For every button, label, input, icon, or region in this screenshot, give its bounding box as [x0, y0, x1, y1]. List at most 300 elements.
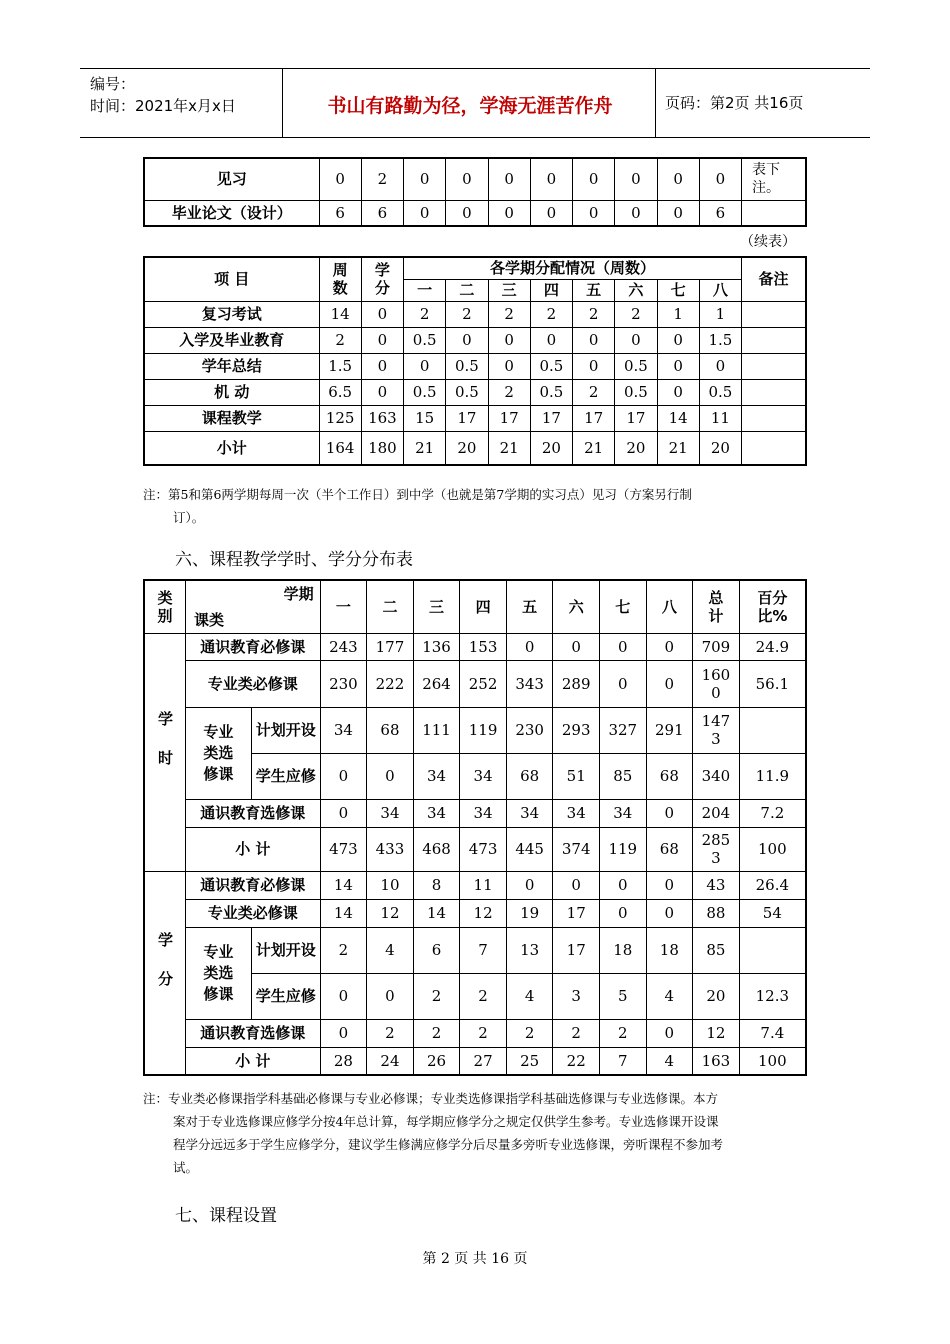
cell: 0: [488, 158, 530, 200]
cell: 0: [657, 327, 699, 353]
cell: 0: [646, 871, 693, 899]
remark-cell: [742, 405, 806, 431]
cell: 17: [573, 405, 615, 431]
cell: 2: [367, 1019, 414, 1047]
cell: 0: [446, 327, 488, 353]
cell: 14: [320, 899, 367, 927]
term-header: 六: [553, 580, 600, 633]
term-header: 三: [488, 279, 530, 301]
cell: 85: [693, 927, 740, 973]
remark-cell: [742, 431, 806, 465]
cell: 12: [693, 1019, 740, 1047]
table-row: [144, 200, 806, 226]
cell: 22: [553, 1047, 600, 1075]
row-label: 小计: [144, 431, 319, 465]
cell: 0: [506, 871, 553, 899]
cell: 26: [413, 1047, 460, 1075]
cell: 17: [553, 899, 600, 927]
cell: 5: [599, 973, 646, 1019]
term-header: 三: [413, 580, 460, 633]
term-header: 八: [699, 279, 741, 301]
cell: 0: [599, 660, 646, 707]
cell: 0: [488, 327, 530, 353]
cell: 13: [506, 927, 553, 973]
cell: 0.5: [615, 379, 657, 405]
cell: 180: [361, 431, 403, 465]
note-week-table: [143, 483, 813, 529]
cell: 343: [506, 660, 553, 707]
row-label: 学生应修: [251, 973, 320, 1019]
cell: 230: [320, 660, 367, 707]
term-header: 七: [657, 279, 699, 301]
cell: 100: [739, 827, 806, 871]
page-footer: 第 2 页 共 16 页: [422, 1251, 528, 1267]
cell: 0.5: [530, 353, 572, 379]
number-label: 编号：: [90, 75, 136, 93]
diagonal-header: [186, 580, 321, 633]
cell: 1600: [693, 660, 740, 707]
term-header: 五: [506, 580, 553, 633]
cell: 56.1: [739, 660, 806, 707]
table-row: [144, 633, 806, 660]
cell: 0: [404, 158, 446, 200]
cell: 14: [657, 405, 699, 431]
row-label: 学生应修: [251, 753, 320, 799]
cell: 374: [553, 827, 600, 871]
row-label: 通识教育必修课: [186, 871, 321, 899]
cell: 51: [553, 753, 600, 799]
cell: 1: [699, 301, 741, 327]
cell: 468: [413, 827, 460, 871]
term-label: 学期: [283, 585, 314, 603]
cell: 0: [599, 633, 646, 660]
cell: 34: [413, 799, 460, 827]
cell: 204: [693, 799, 740, 827]
cell: 24.9: [739, 633, 806, 660]
table-row: [144, 707, 806, 753]
cell: 27: [460, 1047, 507, 1075]
cell: 68: [646, 827, 693, 871]
cell: 0: [488, 353, 530, 379]
cell: 445: [506, 827, 553, 871]
cell: 7: [599, 1047, 646, 1075]
cell: 19: [506, 899, 553, 927]
note-hours-table: [143, 1087, 813, 1179]
col-header-remark: 备注: [742, 257, 806, 301]
row-label: 入学及毕业教育: [144, 327, 319, 353]
cell: 21: [488, 431, 530, 465]
cell: 0: [646, 1019, 693, 1047]
cell: 12: [460, 899, 507, 927]
term-header: 六: [615, 279, 657, 301]
cell: 0: [573, 327, 615, 353]
cell: 34: [413, 753, 460, 799]
cell: 3: [553, 973, 600, 1019]
row-label: 复习考试: [144, 301, 319, 327]
cell: 119: [460, 707, 507, 753]
header-left: [90, 73, 280, 117]
cell: 119: [599, 827, 646, 871]
cell: 17: [488, 405, 530, 431]
course-type-label: 课类: [194, 610, 225, 629]
note1-line1: 注：第5和第6两学期每周一次（半个工作日）到中学（也就是第7学期的实习点）见习（方案另行制: [143, 487, 692, 502]
page-header: [80, 68, 870, 138]
cell: 2: [506, 1019, 553, 1047]
remark-cell: 表下注。: [742, 158, 806, 200]
group-label-text: 学时: [156, 711, 174, 789]
table-row: [144, 158, 806, 200]
cell: 0: [553, 633, 600, 660]
cell: 0.5: [615, 353, 657, 379]
row-label: 通识教育选修课: [186, 799, 321, 827]
cell: 6: [699, 200, 741, 226]
cell: 340: [693, 753, 740, 799]
cell: 2: [319, 327, 361, 353]
cell: 7: [460, 927, 507, 973]
cell: [739, 927, 806, 973]
cell: 153: [460, 633, 507, 660]
motto: 书山有路勤为径，学海无涯苦作舟: [327, 95, 613, 117]
cell: 2: [488, 379, 530, 405]
cell: 4: [367, 927, 414, 973]
table-row: [144, 871, 806, 899]
cell: 0: [615, 200, 657, 226]
cell: 68: [506, 753, 553, 799]
cell: 34: [599, 799, 646, 827]
group-label-text: 学分: [156, 931, 174, 1010]
cell: 1.5: [699, 327, 741, 353]
cell: 327: [599, 707, 646, 753]
remark-cell: [742, 327, 806, 353]
cell: 0: [599, 871, 646, 899]
cell: 1.5: [319, 353, 361, 379]
col-header-category: [144, 580, 186, 633]
cell: 0: [404, 353, 446, 379]
cell: 24: [367, 1047, 414, 1075]
cell: 2: [599, 1019, 646, 1047]
col-header-total: 总计: [693, 580, 740, 633]
cell: 0: [646, 899, 693, 927]
cell: 289: [553, 660, 600, 707]
table-row: [144, 899, 806, 927]
cell: 2: [615, 301, 657, 327]
cell: 222: [367, 660, 414, 707]
cell: 0.5: [530, 379, 572, 405]
cell: 6: [319, 200, 361, 226]
cell: 1473: [693, 707, 740, 753]
cell: 12: [367, 899, 414, 927]
row-label: 计划开设: [251, 707, 320, 753]
cell: 17: [530, 405, 572, 431]
col-header-percent: 百分比%: [739, 580, 806, 633]
cell: 0.5: [404, 327, 446, 353]
cell: 291: [646, 707, 693, 753]
cell: 88: [693, 899, 740, 927]
term-header: 一: [404, 279, 446, 301]
cell: 2853: [693, 827, 740, 871]
cell: 0: [699, 353, 741, 379]
cell: 0.5: [404, 379, 446, 405]
cell: 34: [320, 707, 367, 753]
cell: 18: [599, 927, 646, 973]
col-header-weeks: 周数: [319, 257, 361, 301]
cell: 6: [361, 200, 403, 226]
cell: 0: [506, 633, 553, 660]
row-label: 机 动: [144, 379, 319, 405]
row-label: 专业类必修课: [186, 899, 321, 927]
cell: 1: [657, 301, 699, 327]
week-distribution-table: [143, 256, 807, 466]
cell: 20: [615, 431, 657, 465]
cell: 0: [657, 158, 699, 200]
cell: 111: [413, 707, 460, 753]
cell: 6: [413, 927, 460, 973]
cell: 0: [361, 379, 403, 405]
cell: 0: [320, 799, 367, 827]
category-label: 类别: [157, 588, 173, 625]
cell: 0: [646, 633, 693, 660]
cell: 0: [367, 973, 414, 1019]
cell: 0: [488, 200, 530, 226]
cell: 0: [646, 660, 693, 707]
table-row: [144, 827, 806, 871]
cell: 0: [646, 799, 693, 827]
cell: 230: [506, 707, 553, 753]
cell: 0: [446, 158, 488, 200]
cell: 264: [413, 660, 460, 707]
cell: 34: [506, 799, 553, 827]
cell: 0: [320, 1019, 367, 1047]
cell: 0.5: [446, 353, 488, 379]
group-label: [144, 871, 186, 1075]
cell: 34: [460, 753, 507, 799]
cell: 0: [573, 200, 615, 226]
cell: 28: [320, 1047, 367, 1075]
cell: 21: [404, 431, 446, 465]
table-row: [144, 379, 806, 405]
term-header: 二: [367, 580, 414, 633]
cell: 0: [573, 353, 615, 379]
remark-cell: [742, 353, 806, 379]
row-label: 小 计: [186, 1047, 321, 1075]
note1-line2: 订）。: [173, 510, 205, 525]
cell: 14: [413, 899, 460, 927]
term-header: 五: [573, 279, 615, 301]
cell: 17: [615, 405, 657, 431]
cell: 2: [488, 301, 530, 327]
cell: 252: [460, 660, 507, 707]
cell: 10: [367, 871, 414, 899]
cell: 17: [553, 927, 600, 973]
cell: 0.5: [699, 379, 741, 405]
cell: 0: [404, 200, 446, 226]
cell: 34: [553, 799, 600, 827]
table-top-fragment: [143, 157, 807, 227]
table-row: [144, 327, 806, 353]
row-label: 见习: [144, 158, 319, 200]
cell: [739, 707, 806, 753]
note2-line: 试。: [173, 1160, 199, 1175]
cell: 2: [553, 1019, 600, 1047]
cell: 11: [699, 405, 741, 431]
cell: 0: [361, 301, 403, 327]
cell: 2: [413, 973, 460, 1019]
cell: 18: [646, 927, 693, 973]
cell: 7.2: [739, 799, 806, 827]
row-label: 计划开设: [251, 927, 320, 973]
cell: 11: [460, 871, 507, 899]
cell: 2: [530, 301, 572, 327]
cell: 0: [615, 327, 657, 353]
cell: 125: [319, 405, 361, 431]
table-row: [144, 927, 806, 973]
section-6-heading: 六、课程教学学时、学分分布表: [175, 550, 413, 570]
table-row: [144, 1019, 806, 1047]
cell: 0: [599, 899, 646, 927]
cell: 0: [657, 353, 699, 379]
cell: 25: [506, 1047, 553, 1075]
col-header-item: 项 目: [144, 257, 319, 301]
table-row: [144, 431, 806, 465]
cell: 0: [573, 158, 615, 200]
group-label: [144, 633, 186, 871]
cell: 20: [693, 973, 740, 1019]
cell: 21: [657, 431, 699, 465]
note2-line: 程学分远远多于学生应修学分，建议学生修满应修学分后尽量多旁听专业选修课，旁听课程不参加考: [173, 1137, 724, 1152]
time-label: 时间：2021年x月x日: [90, 97, 236, 115]
cell: 20: [699, 431, 741, 465]
cell: 2: [573, 379, 615, 405]
cell: 433: [367, 827, 414, 871]
cell: 0: [361, 327, 403, 353]
cell: 100: [739, 1047, 806, 1075]
cell: 85: [599, 753, 646, 799]
cell: 0: [367, 753, 414, 799]
cell: 2: [446, 301, 488, 327]
row-label: 毕业论文（设计）: [144, 200, 319, 226]
cell: 709: [693, 633, 740, 660]
cell: 15: [404, 405, 446, 431]
elective-group-label: 专业类选修课: [186, 927, 252, 1019]
cell: 14: [320, 871, 367, 899]
cell: 473: [320, 827, 367, 871]
cell: 68: [367, 707, 414, 753]
term-header: 四: [530, 279, 572, 301]
cell: 8: [413, 871, 460, 899]
cell: 2: [573, 301, 615, 327]
cell: 0: [657, 379, 699, 405]
row-label: 课程教学: [144, 405, 319, 431]
cell: 0: [553, 871, 600, 899]
term-header: 二: [446, 279, 488, 301]
cell: 26.4: [739, 871, 806, 899]
cell: 293: [553, 707, 600, 753]
cell: 14: [319, 301, 361, 327]
term-header: 四: [460, 580, 507, 633]
col-header-credits: 学分: [361, 257, 403, 301]
table-row: [144, 1047, 806, 1075]
cell: 34: [367, 799, 414, 827]
cell: 164: [319, 431, 361, 465]
cell: 2: [404, 301, 446, 327]
cell: 163: [361, 405, 403, 431]
cell: 17: [446, 405, 488, 431]
cell: 21: [573, 431, 615, 465]
row-label: 通识教育选修课: [186, 1019, 321, 1047]
cell: 0: [320, 973, 367, 1019]
row-label: 专业类必修课: [186, 660, 321, 707]
cell: 0: [615, 158, 657, 200]
cell: 0.5: [446, 379, 488, 405]
cell: 12.3: [739, 973, 806, 1019]
cell: 54: [739, 899, 806, 927]
table-row: [144, 353, 806, 379]
cell: 6.5: [319, 379, 361, 405]
section-7-heading: 七、课程设置: [175, 1206, 277, 1226]
table-row: [144, 799, 806, 827]
col-header-distribution: 各学期分配情况（周数）: [404, 257, 742, 279]
cell: 473: [460, 827, 507, 871]
row-label: 小 计: [186, 827, 321, 871]
table-row: [144, 301, 806, 327]
cell: 34: [460, 799, 507, 827]
row-label: 通识教育必修课: [186, 633, 321, 660]
cell: 7.4: [739, 1019, 806, 1047]
cell: 2: [320, 927, 367, 973]
cell: 2: [460, 973, 507, 1019]
cell: 2: [361, 158, 403, 200]
cell: 4: [646, 1047, 693, 1075]
cell: 20: [446, 431, 488, 465]
continued-label: （续表）: [740, 234, 796, 250]
cell: 0: [320, 753, 367, 799]
cell: 4: [646, 973, 693, 1019]
cell: 43: [693, 871, 740, 899]
term-header: 一: [320, 580, 367, 633]
table-row: [144, 405, 806, 431]
term-header: 八: [646, 580, 693, 633]
cell: 0: [530, 158, 572, 200]
cell: 0: [361, 353, 403, 379]
note2-line: 案对于专业选修课应修学分按4年总计算，每学期应修学分之规定仅供学生参考。专业选修课开设课: [173, 1114, 719, 1129]
cell: 163: [693, 1047, 740, 1075]
cell: 68: [646, 753, 693, 799]
hours-credits-table: [143, 579, 807, 1076]
cell: 243: [320, 633, 367, 660]
cell: 2: [460, 1019, 507, 1047]
cell: 0: [530, 327, 572, 353]
remark-cell: [742, 379, 806, 405]
table-row: [144, 660, 806, 707]
remark-cell: [742, 200, 806, 226]
cell: 0: [657, 200, 699, 226]
cell: 0: [530, 200, 572, 226]
elective-group-label: 专业类选修课: [186, 707, 252, 799]
remark-cell: [742, 301, 806, 327]
cell: 0: [699, 158, 741, 200]
cell: 0: [319, 158, 361, 200]
cell: 0: [446, 200, 488, 226]
cell: 20: [530, 431, 572, 465]
note2-line: 注：专业类必修课指学科基础必修课与专业必修课；专业类选修课指学科基础选修课与专业选修课。本方: [143, 1091, 719, 1106]
term-header: 七: [599, 580, 646, 633]
cell: 136: [413, 633, 460, 660]
page-label: 页码：第2页 共16页: [665, 94, 804, 112]
cell: 4: [506, 973, 553, 1019]
cell: 2: [413, 1019, 460, 1047]
row-label: 学年总结: [144, 353, 319, 379]
cell: 177: [367, 633, 414, 660]
